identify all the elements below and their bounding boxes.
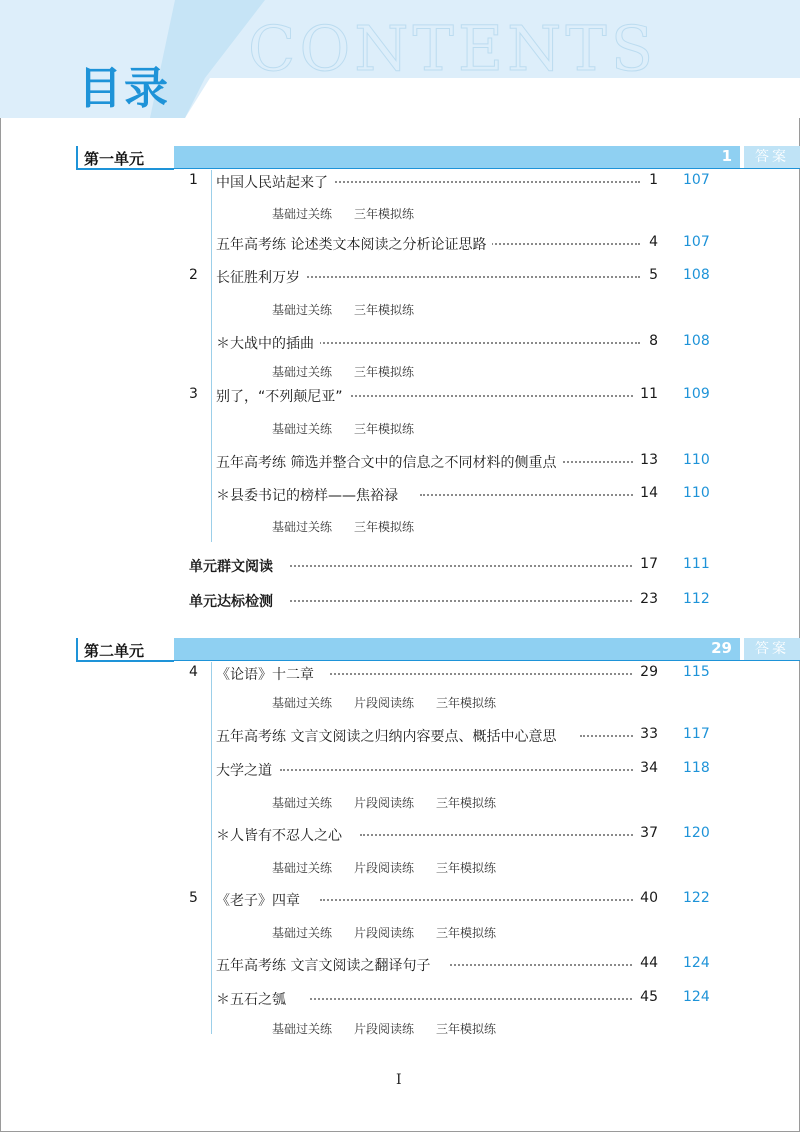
header-band xyxy=(0,0,800,118)
entry-page: 5 xyxy=(643,267,658,283)
entry-title: 《老子》四章 xyxy=(216,890,306,910)
entry-title: 单元群文阅读 xyxy=(189,556,279,576)
exercise-list: 基础过关练 三年模拟练 xyxy=(272,520,415,534)
entry-answer-page: 118 xyxy=(683,760,710,776)
entry-title: ＊人皆有不忍人之心 xyxy=(216,825,348,845)
entry-answer-page: 109 xyxy=(683,386,710,402)
divider-line xyxy=(211,662,212,1034)
toc-entry[interactable] xyxy=(0,890,800,910)
exercise-list: 基础过关练 片段阅读练 三年模拟练 xyxy=(272,1022,497,1036)
entry-page: 37 xyxy=(634,825,658,841)
entry-answer-page: 115 xyxy=(683,664,710,680)
exercise-list: 基础过关练 三年模拟练 xyxy=(272,207,415,221)
unit-page: 1 xyxy=(721,147,732,165)
page-title: 目录 xyxy=(78,63,170,114)
toc-entry[interactable] xyxy=(0,267,800,287)
entry-title: 大学之道 xyxy=(216,760,278,780)
entry-title: ＊大战中的插曲 xyxy=(216,333,320,353)
entry-answer-page: 107 xyxy=(683,172,710,188)
toc-entry[interactable] xyxy=(0,172,800,192)
toc-entry-unit-test[interactable] xyxy=(0,591,800,611)
unit-name: 第二单元 xyxy=(84,642,145,660)
entry-answer-page: 122 xyxy=(683,890,710,906)
header-watermark: CONTENTS xyxy=(248,12,658,85)
entry-answer-page: 108 xyxy=(683,333,710,349)
entry-page: 34 xyxy=(634,760,658,776)
entry-page: 11 xyxy=(634,386,658,402)
answer-label: 答案 xyxy=(744,146,800,168)
unit-name: 第一单元 xyxy=(84,150,145,168)
entry-title: ＊五石之瓠 xyxy=(216,989,292,1009)
toc-entry[interactable] xyxy=(0,726,800,746)
entry-answer-page: 124 xyxy=(683,989,710,1005)
lesson-number: 4 xyxy=(189,664,198,680)
entry-page: 8 xyxy=(643,333,658,349)
unit-heading xyxy=(76,638,789,662)
entry-title: 五年高考练 论述类文本阅读之分析论证思路 xyxy=(216,234,492,254)
entry-answer-page: 108 xyxy=(683,267,710,283)
toc-entry[interactable] xyxy=(0,760,800,780)
lesson-number: 2 xyxy=(189,267,198,283)
toc-entry[interactable] xyxy=(0,386,800,406)
entry-page: 23 xyxy=(634,591,658,607)
entry-title: 中国人民站起来了 xyxy=(216,172,334,192)
entry-page: 17 xyxy=(634,556,658,572)
entry-page: 1 xyxy=(643,172,658,188)
entry-title: 单元达标检测 xyxy=(189,591,279,611)
toc-entry[interactable] xyxy=(0,452,800,472)
entry-title: 《论语》十二章 xyxy=(216,664,320,684)
entry-answer-page: 110 xyxy=(683,452,710,468)
entry-page: 13 xyxy=(634,452,658,468)
entry-page: 40 xyxy=(634,890,658,906)
page-number: I xyxy=(396,1072,402,1088)
toc-entry[interactable] xyxy=(0,485,800,505)
exercise-list: 基础过关练 三年模拟练 xyxy=(272,303,415,317)
entry-title: 五年高考练 筛选并整合文中的信息之不同材料的侧重点 xyxy=(216,452,562,472)
entry-answer-page: 110 xyxy=(683,485,710,501)
entry-answer-page: 120 xyxy=(683,825,710,841)
entry-title: 五年高考练 文言文阅读之归纳内容要点、概括中心意思 xyxy=(216,726,562,746)
toc-entry[interactable] xyxy=(0,333,800,353)
exercise-list: 基础过关练 片段阅读练 三年模拟练 xyxy=(272,796,497,810)
exercise-list: 基础过关练 三年模拟练 xyxy=(272,365,415,379)
entry-page: 4 xyxy=(643,234,658,250)
toc-entry[interactable] xyxy=(0,989,800,1009)
exercise-list: 基础过关练 片段阅读练 三年模拟练 xyxy=(272,861,497,875)
unit-page: 29 xyxy=(711,639,732,657)
unit-heading xyxy=(76,146,789,170)
entry-page: 29 xyxy=(634,664,658,680)
toc-entry[interactable] xyxy=(0,825,800,845)
entry-page: 44 xyxy=(634,955,658,971)
entry-page: 45 xyxy=(634,989,658,1005)
toc-entry[interactable] xyxy=(0,664,800,684)
entry-page: 14 xyxy=(634,485,658,501)
entry-answer-page: 112 xyxy=(683,591,710,607)
entry-answer-page: 107 xyxy=(683,234,710,250)
entry-answer-page: 111 xyxy=(683,556,710,572)
entry-answer-page: 124 xyxy=(683,955,710,971)
lesson-number: 5 xyxy=(189,890,198,906)
exercise-list: 基础过关练 片段阅读练 三年模拟练 xyxy=(272,696,497,710)
exercise-list: 基础过关练 三年模拟练 xyxy=(272,422,415,436)
lesson-number: 3 xyxy=(189,386,198,402)
entry-page: 33 xyxy=(634,726,658,742)
entry-title: 长征胜利万岁 xyxy=(216,267,306,287)
toc-entry[interactable] xyxy=(0,955,800,975)
entry-title: 五年高考练 文言文阅读之翻译句子 xyxy=(216,955,436,975)
entry-title: 别了，“不列颠尼亚” xyxy=(216,386,349,406)
toc-entry[interactable] xyxy=(0,234,800,254)
entry-answer-page: 117 xyxy=(683,726,710,742)
toc-entry-unit-reading[interactable] xyxy=(0,556,800,576)
lesson-number: 1 xyxy=(189,172,198,188)
answer-label: 答案 xyxy=(744,638,800,660)
entry-title: ＊县委书记的榜样——焦裕禄 xyxy=(216,485,404,505)
exercise-list: 基础过关练 片段阅读练 三年模拟练 xyxy=(272,926,497,940)
